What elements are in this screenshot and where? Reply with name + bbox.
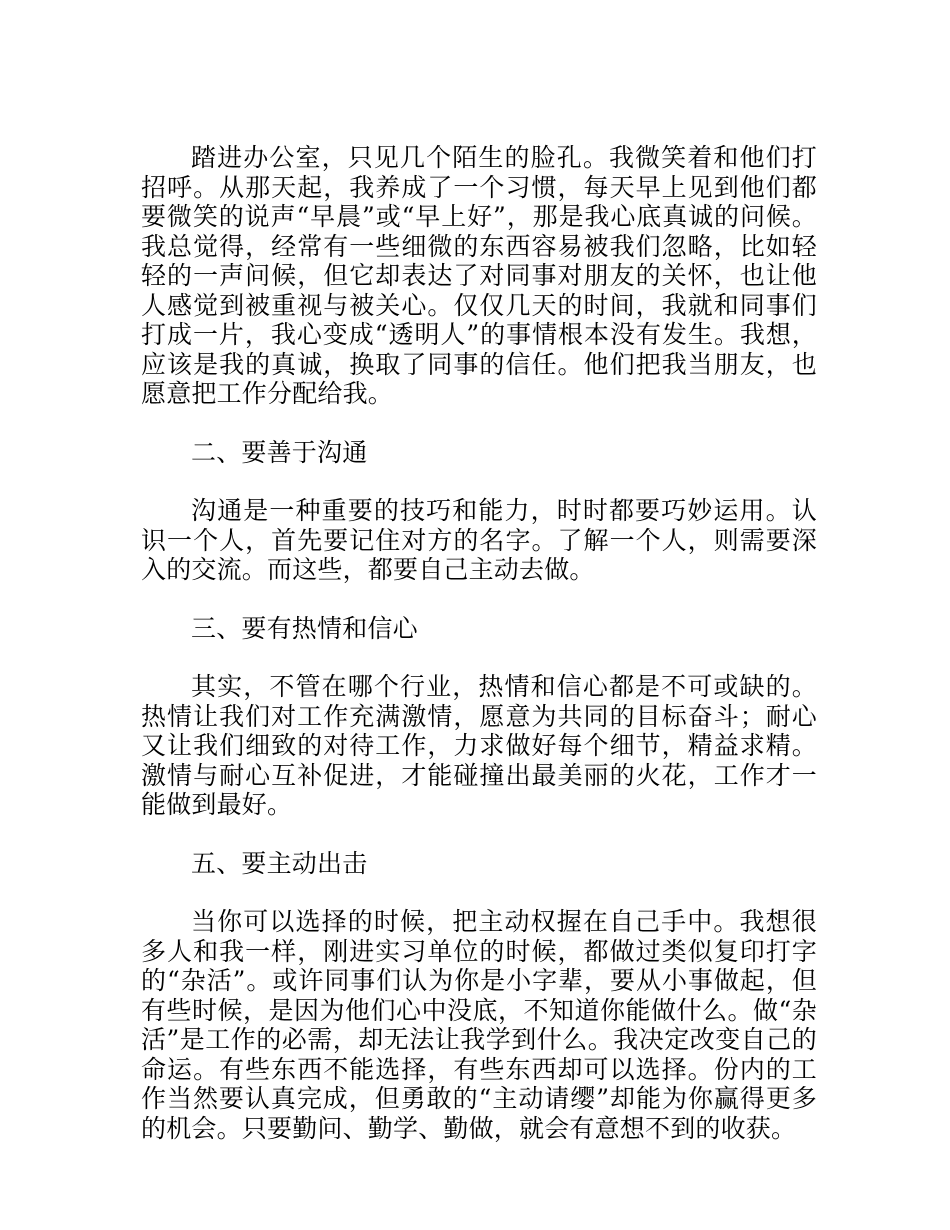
paragraph-communication: 沟通是一种重要的技巧和能力，时时都要巧妙运用。认识一个人，首先要记住对方的名字。了解一个人，则需要深入的交流。而这些，都要自己主动去做。 (141, 496, 817, 584)
paragraph-spacer (141, 878, 817, 907)
paragraph-greeting: 踏进办公室，只见几个陌生的脸孔。我微笑着和他们打招呼。从那天起，我养成了一个习惯，每天早上见到他们都要微笑的说声“早晨”或“早上好”，那是我心底真诚的问候。我总觉得，经常有一些细微的东西容易被我们忽略，比如轻轻的一声问候，但它却表达了对同事对朋友的关怀，也让他人感觉到被重视与被关心。仅仅几天的时间，我就和同事们打成一片，我心变成“透明人”的事情根本没有发生。我想，应该是我的真诚，换取了同事的信任。他们把我当朋友，也愿意把工作分配给我。 (141, 143, 817, 408)
paragraph-spacer (141, 585, 817, 614)
paragraph-enthusiasm: 其实，不管在哪个行业，热情和信心都是不可或缺的。热情让我们对工作充满激情，愿意为共同的目标奋斗；耐心又让我们细致的对待工作，力求做好每个细节，精益求精。激情与耐心互补促进，才能碰撞出最美丽的火花，工作才一能做到最好。 (141, 672, 817, 819)
section-heading-enthusiasm: 三、要有热情和信心 (191, 613, 418, 643)
section-heading-initiative: 五、要主动出击 (191, 848, 368, 878)
paragraph-spacer (141, 409, 817, 438)
paragraph-spacer (141, 467, 817, 496)
paragraph-spacer (141, 643, 817, 672)
paragraph-spacer (141, 820, 817, 849)
paragraph-initiative: 当你可以选择的时候，把主动权握在自己手中。我想很多人和我一样，刚进实习单位的时候，都做过类似复印打字的“杂活”。或许同事们认为你是小字辈，要从小事做起，但有些时候，是因为他们心中没底，不知道你能做什么。做“杂活”是工作的必需，却无法让我学到什么。我决定改变自己的命运。有些东西不能选择，有些东西却可以选择。份内的工作当然要认真完成，但勇敢的“主动请缨”却能为你赢得更多的机会。只要勤问、勤学、勤做，就会有意想不到的收获。 (141, 907, 817, 1143)
document-body (141, 143, 817, 1143)
section-heading-communication: 二、要善于沟通 (191, 437, 368, 467)
